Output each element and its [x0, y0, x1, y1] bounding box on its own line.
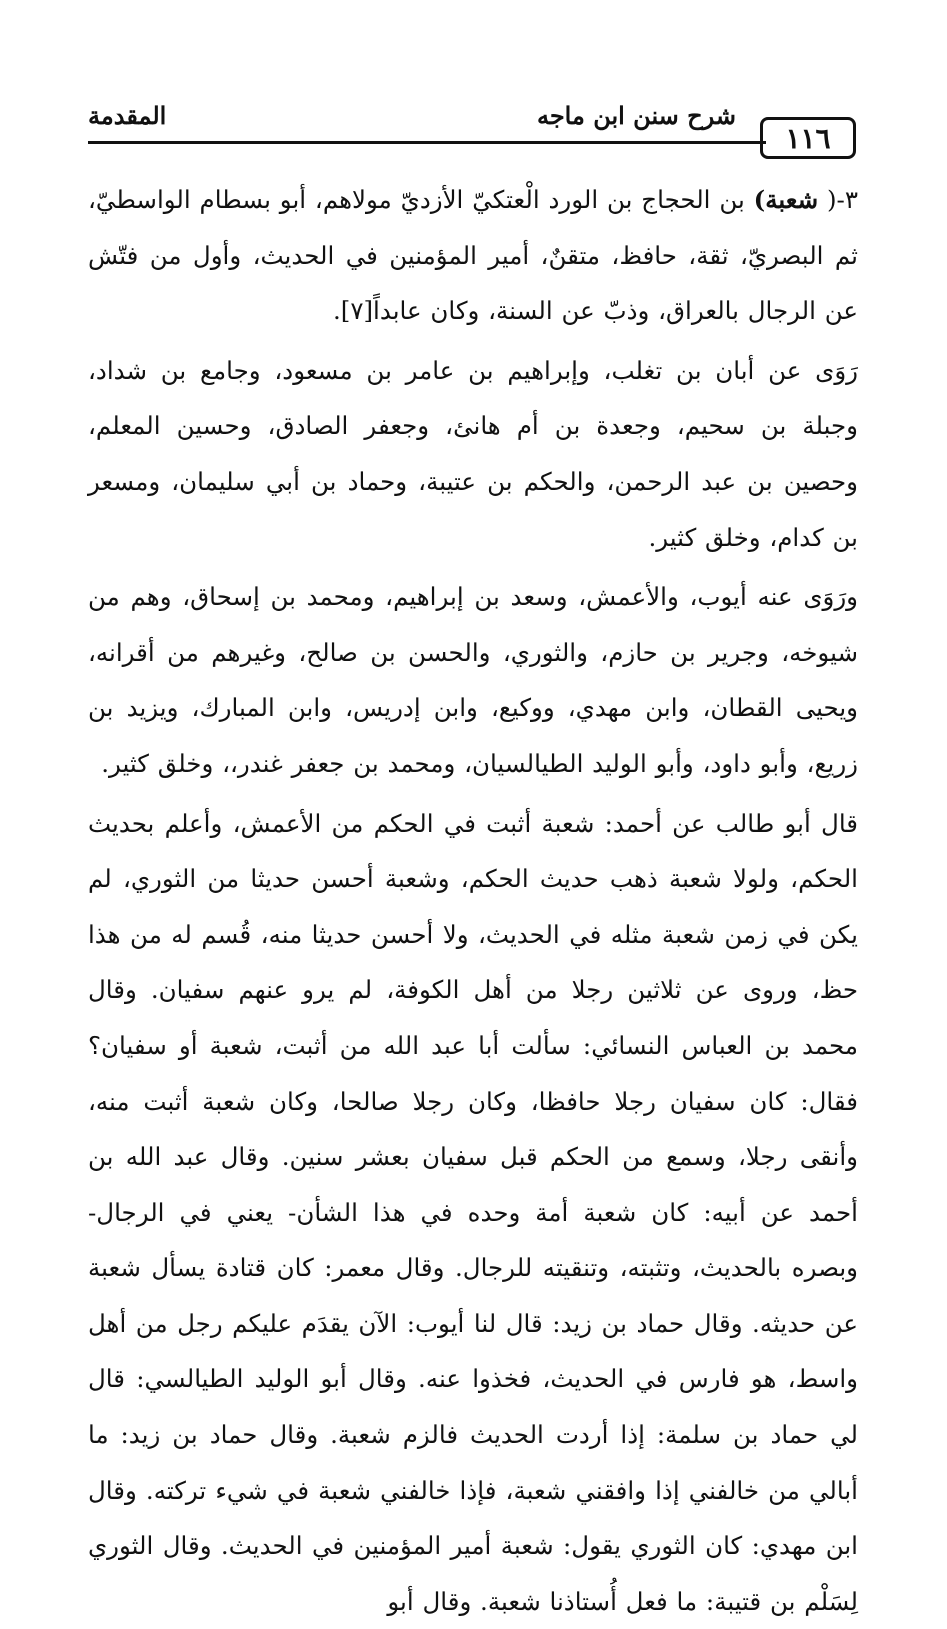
paragraph-text: بن الحجاج بن الورد الْعتكيّ الأزديّ مولاهم، أبو بسطام الواسطيّ، ثم البصريّ، ثقة، حافظ، متقنٌ، أمير المؤمنين في الحديث، وأول من فتّش عن الرجال بالعراق، وذبّ عن السنة، وكان عابداً[٧]. [88, 185, 858, 326]
book-title: شرح سنن ابن ماجه [536, 101, 736, 130]
header-divider [88, 141, 766, 144]
paragraph-narrated-by: ورَوَى عنه أيوب، والأعمش، وسعد بن إبراهيم، ومحمد بن إسحاق، وهم من شيوخه، وجرير بن حازم، والثوري، والحسن بن صالح، وغيرهم من أقرانه، ويحيى القطان، وابن مهدي، ووكيع، وابن إدريس، وابن المبارك، ويزيد بن زريع، وأبو داود، وأبو الوليد الطيالسيان، ومحمد بن جعفر غندر،، وخلق كثير. [88, 582, 858, 778]
page-header [88, 95, 856, 161]
page-number: ١١٦ [760, 117, 856, 159]
section-title: المقدمة [88, 101, 167, 130]
paragraph-narrator-bio [88, 172, 858, 339]
narrator-name: شعبة) [753, 185, 819, 214]
paragraph-narrated-from: رَوَى عن أبان بن تغلب، وإبراهيم بن عامر بن مسعود، وجامع بن شداد، وجبلة بن سحيم، وجعدة بن أم هانئ، وجعفر الصادق، وحسين المعلم، وحصين بن عبد الرحمن، والحكم بن عتيبة، وحماد بن أبي سليمان، ومسعر بن كدام، وخلق كثير. [88, 355, 858, 552]
paragraph-scholar-quotes: قال أبو طالب عن أحمد: شعبة أثبت في الحكم من الأعمش، وأعلم بحديث الحكم، ولولا شعبة ذهب حديث الحكم، وشعبة أحسن حديثا من الثوري، لم يكن في زمن شعبة مثله في الحديث، ولا أحسن حديثا منه، قُسم له من هذا حظ، وروى عن ثلاثين رجلا من أهل الكوفة، لم يرو عنهم سفيان. وقال محمد بن العباس النسائي: سألت أبا عبد الله من أثبت، شعبة أو سفيان؟ فقال: كان سفيان رجلا حافظا، وكان رجلا صالحا، وكان شعبة أثبت منه، وأنقى رجلا، وسمع من الحكم قبل سفيان بعشر سنين. وقال عبد الله بن أحمد عن أبيه: كان شعبة أمة وحده في هذا الشأن- يعني في الرجال- وبصره بالحديث، وتثبته، وتنقيته للرجال. وقال معمر: كان قتادة يسأل شعبة عن حديثه. وقال حماد بن زيد: قال لنا أيوب: الآن يقدَم عليكم رجل من أهل واسط، هو فارس في الحديث، فخذوا عنه. وقال أبو الوليد الطيالسي: قال لي حماد بن سلمة: إذا أردت الحديث فالزم شعبة. وقال حماد بن زيد: ما أبالي من خالفني إذا وافقني شعبة، فإذا خالفني شعبة في شيء تركته. وقال ابن مهدي: كان الثوري يقول: شعبة أمير المؤمنين في الحديث. وقال الثوري لِسَلْم بن قتيبة: ما فعل أُستاذنا شعبة. وقال أبو [88, 808, 858, 1616]
page-body [88, 172, 858, 1616]
entry-number: ٣-( [826, 185, 858, 214]
